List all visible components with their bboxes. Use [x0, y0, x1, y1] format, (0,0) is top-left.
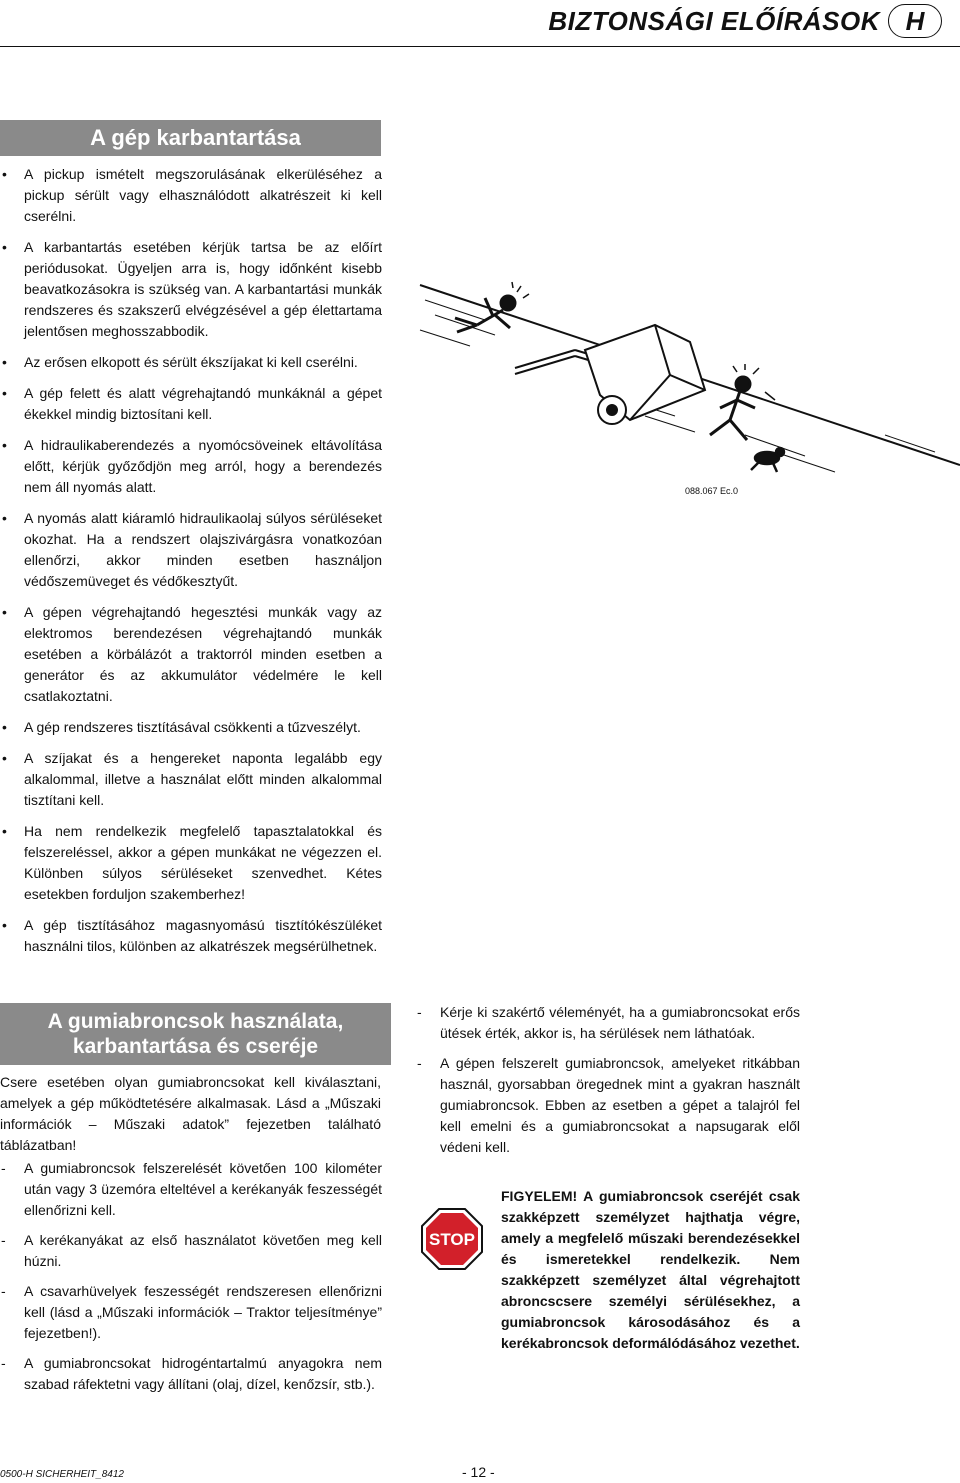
- list-item: • A gépen végrehajtandó hegesztési munkák vagy az elektromos berendezésen végrehajtandó munkák esetében a körbálázót a traktorról minden esetben a generátor és az akkumulátor védelmére le kell csatlakoztatni.: [0, 602, 382, 707]
- list-item: - A gumiabroncsok felszerelését követően 100 kilométer után vagy 3 üzemóra elteltével a kerékanyák feszességét ellenőrizni kell.: [0, 1158, 382, 1221]
- list-item: • A nyomás alatt kiáramló hidraulikaolaj súlyos sérüléseket okozhat. Ha a rendszert olajszivárgásra vonatkozóan ellenőrzi, akkor minden esetben használjon védőszemüveget és védőkesztyűt.: [0, 508, 382, 592]
- tyres-left-list: [0, 1158, 382, 1404]
- list-item: • Az erősen elkopott és sérült ékszíjakat ki kell cserélni.: [0, 352, 382, 373]
- header-divider: [0, 46, 960, 47]
- list-item: - A gumiabroncsokat hidrogéntartalmú anyagokra nem szabad ráfektetni vagy állítani (olaj, dízel, kenőzsír, stb.).: [0, 1353, 382, 1395]
- warning-block: [501, 1186, 800, 1354]
- page-header-title: BIZTONSÁGI ELŐÍRÁSOK: [548, 6, 880, 36]
- warning-text: A gumiabroncsok cseréjét csak szakképzett személyzet hajthatja végre, amely a megfelelő műszaki berendezésekkel és ismeretekkel rendelkezik. Nem szakképzett személyzet által végrehajtott abroncscsere személyi sérülésekhez, a gumiabroncsok károsodásához és a kerékabroncsok deformálódásához vezethet.: [501, 1188, 800, 1351]
- list-item: - A kerékanyákat az első használatot követően meg kell húzni.: [0, 1230, 382, 1272]
- list-item: • A hidraulikaberendezés a nyomócsöveinek eltávolítása előtt, kérjük győződjön meg arról, hogy a berendezés nem áll nyomás alatt.: [0, 435, 382, 498]
- language-badge: H: [888, 4, 942, 38]
- list-item: • A gép tisztításához magasnyomású tisztítókészüléket használni tilos, különben az alkatrészek megsérülhetnek.: [0, 915, 382, 957]
- tyres-heading-line1: A gumiabroncsok használata,: [47, 1010, 344, 1033]
- runaway-machine-illustration: [415, 270, 960, 510]
- stop-sign-icon: [420, 1207, 484, 1271]
- maintenance-heading: A gép karbantartása: [0, 120, 381, 156]
- page-number: - 12 -: [462, 1464, 495, 1480]
- footer-document-id: 0500-H SICHERHEIT_8412: [0, 1469, 124, 1480]
- list-item: - Kérje ki szakértő véleményét, ha a gumiabroncsokat erős ütések érték, akkor is, ha sérülések nem láthatóak.: [416, 1002, 800, 1044]
- tyres-heading: [0, 1003, 391, 1065]
- list-item: - A gépen felszerelt gumiabroncsok, amelyeket ritkábban használ, gyorsabban öregednek mint a gyakran használt gumiabroncsok. Ebben az esetben a gépet a talajról fel kell emelni és a gumiabroncsokat a napsugarak elől védeni kell.: [416, 1053, 800, 1158]
- list-item: - A csavarhüvelyek feszességét rendszeresen ellenőrizni kell (lásd a „Műszaki információk – Traktor teljesítménye” fejezetben!).: [0, 1281, 382, 1344]
- maintenance-bullet-list: [0, 164, 382, 967]
- list-item: • A szíjakat és a hengereket naponta legalább egy alkalommal, illetve a használat előtt minden alkalommal tisztítani kell.: [0, 748, 382, 811]
- list-item: • A pickup ismételt megszorulásának elkerüléséhez a pickup sérült vagy elhasználódott alkatrészeit ki kell cserélni.: [0, 164, 382, 227]
- list-item: • A karbantartás esetében kérjük tartsa be az előírt periódusokat. Ügyeljen arra is, hogy időnként kisebb beavatkozásokra is szükség van. A karbantartási munkák rendszeres és szakszerű elvégzésével a gép élettartama jelentősen meghosszabbodik.: [0, 237, 382, 342]
- tyres-right-list: [416, 1002, 800, 1167]
- tyres-heading-line2: karbantartása és cseréje: [72, 1035, 319, 1058]
- warning-label: FIGYELEM!: [501, 1188, 578, 1204]
- list-item: • Ha nem rendelkezik megfelelő tapasztalatokkal és felszereléssel, akkor a gépen munkákat ne végezzen el. Különben súlyos sérüléseket szenvedhet. Kétes esetekben forduljon szakemberhez!: [0, 821, 382, 905]
- list-item: • A gép felett és alatt végrehajtandó munkáknál a gépet ékekkel mindig biztosítani kell.: [0, 383, 382, 425]
- tyres-intro: Csere esetében olyan gumiabroncsokat kell kiválasztani, amelyek a gép működtetésére alkalmasak. Lásd a „Műszaki információk – Műszaki adatok” fejezetben található táblázatban!: [0, 1074, 381, 1153]
- list-item: • A gép rendszeres tisztításával csökkenti a tűzveszélyt.: [0, 717, 382, 738]
- stop-sign-text: STOP: [429, 1230, 475, 1249]
- figure-code: 088.067 Ec.0: [685, 486, 739, 496]
